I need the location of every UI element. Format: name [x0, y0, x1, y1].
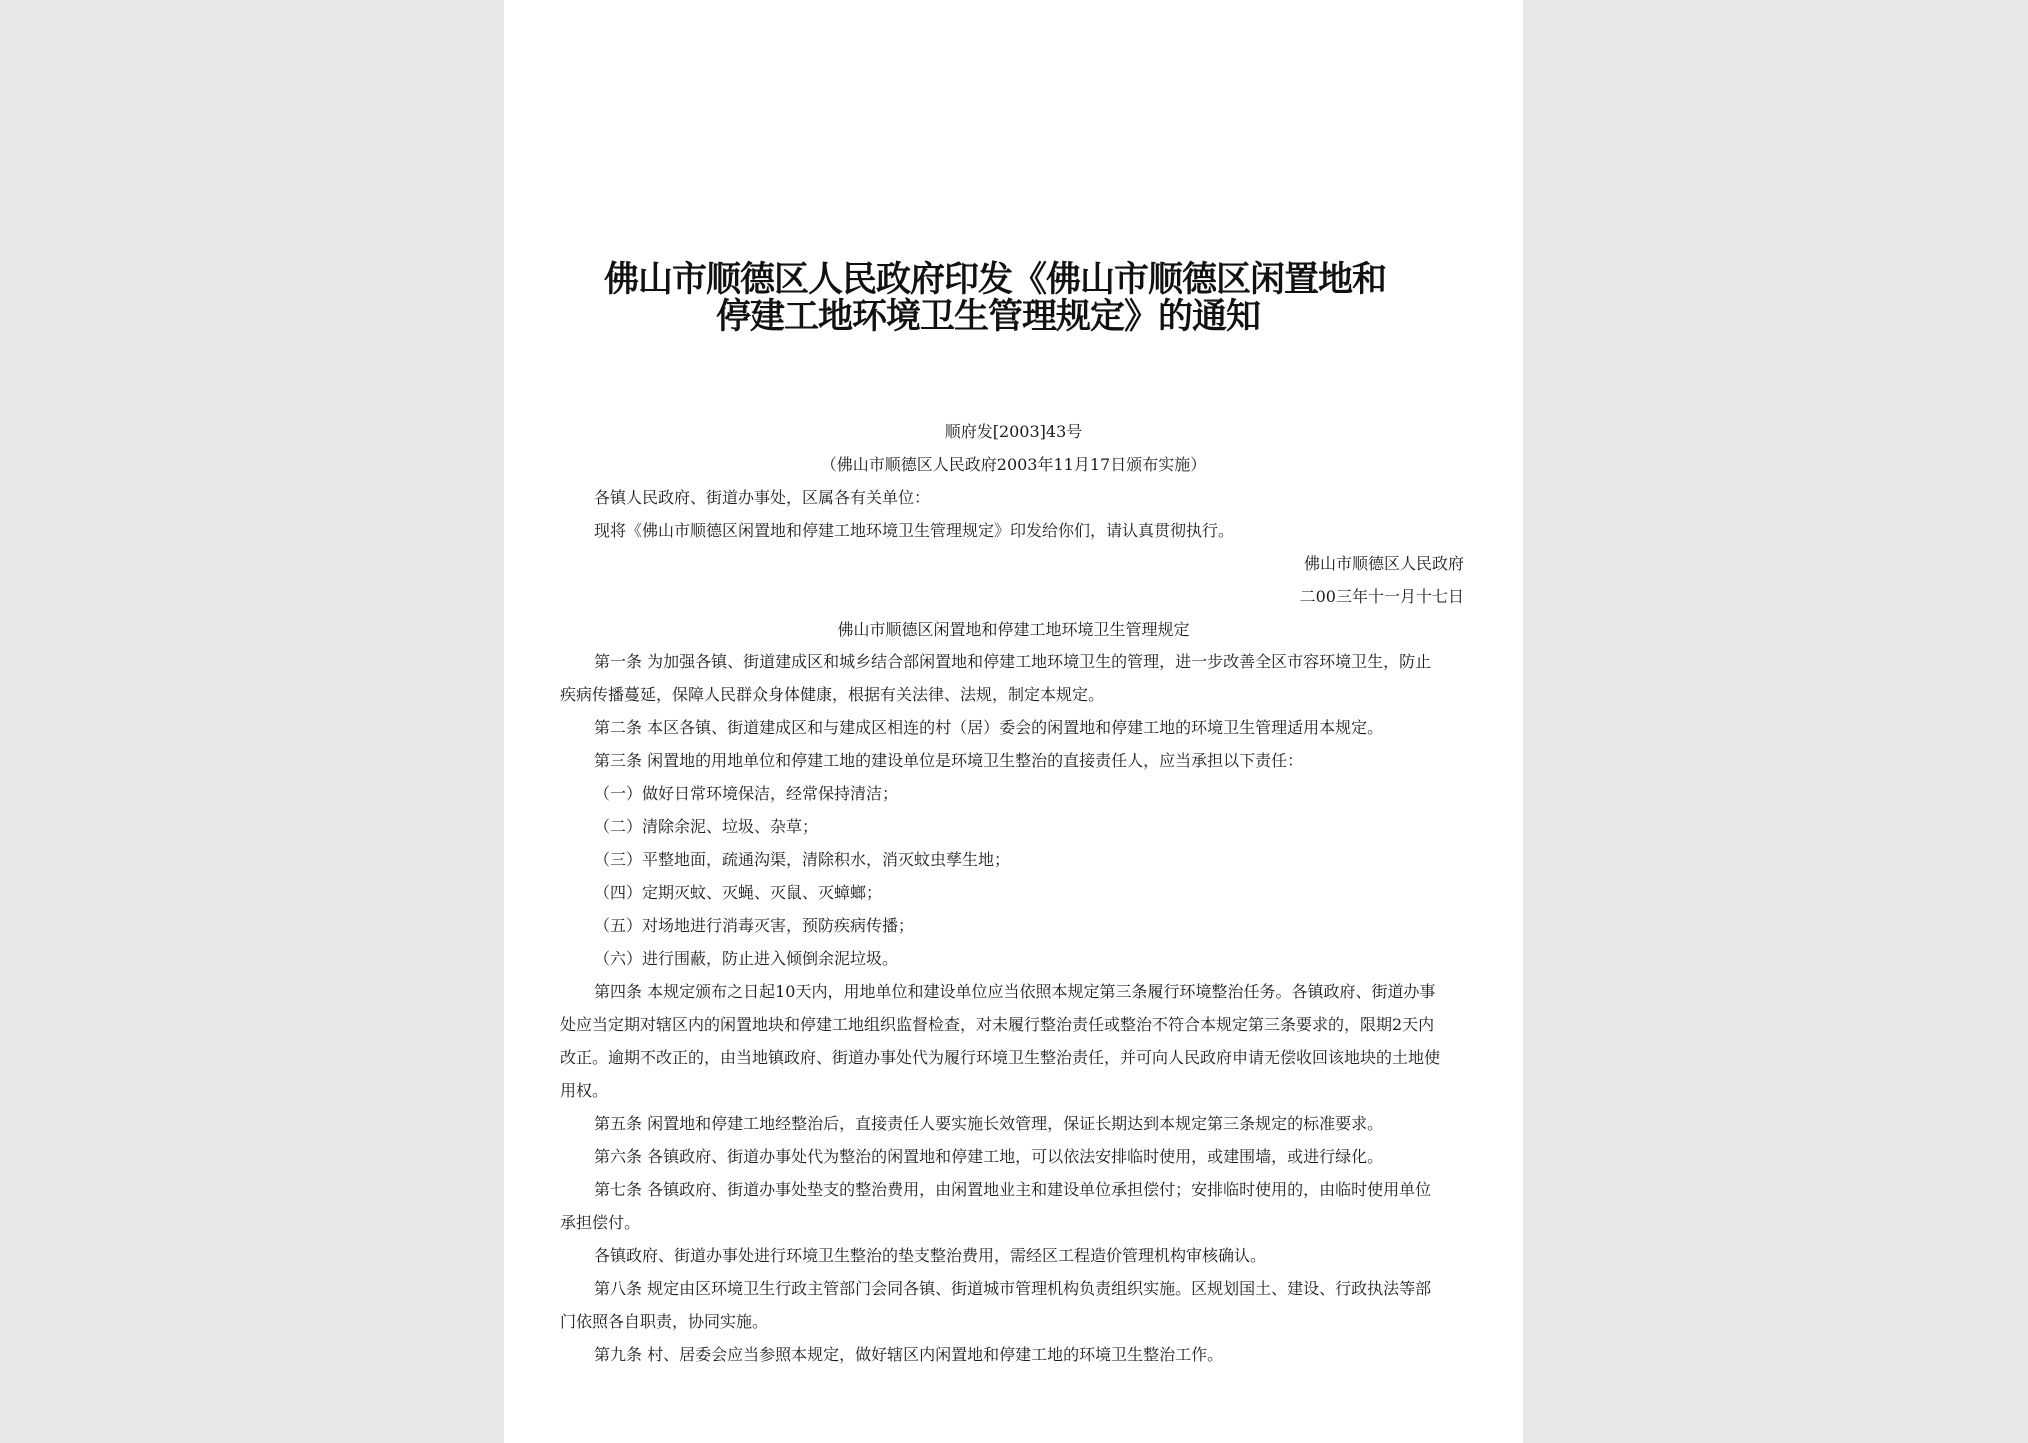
article-5: 第五条 闲置地和停建工地经整治后，直接责任人要实施长效管理，保证长期达到本规定第三条规定的标准要求。: [594, 1114, 1384, 1133]
article-3-item-2: （二）清除余泥、垃圾、杂草；: [594, 817, 819, 836]
article-4-line-4: 用权。: [560, 1081, 609, 1100]
article-3-item-1: （一）做好日常环境保洁，经常保持清洁；: [594, 784, 899, 803]
recipients-line: 各镇人民政府、街道办事处，区属各有关单位：: [594, 488, 931, 507]
title-line-1: 佛山市顺德区人民政府印发《佛山市顺德区闲置地和: [604, 260, 1387, 300]
article-3-item-6: （六）进行围蔽，防止进入倾倒余泥垃圾。: [594, 949, 899, 968]
article-1-line-1: 第一条 为加强各镇、街道建成区和城乡结合部闲置地和停建工地环境卫生的管理，进一步改善全区市容环境卫生，防止: [594, 652, 1432, 671]
article-9: 第九条 村、居委会应当参照本规定，做好辖区内闲置地和停建工地的环境卫生整治工作。: [594, 1345, 1224, 1364]
notice-body: 现将《佛山市顺德区闲置地和停建工地环境卫生管理规定》印发给你们，请认真贯彻执行。: [594, 521, 1235, 540]
article-8-line-2: 门依照各自职责，协同实施。: [560, 1312, 769, 1331]
article-3: 第三条 闲置地的用地单位和停建工地的建设单位是环境卫生整治的直接责任人，应当承担以下责任：: [594, 751, 1304, 770]
article-6: 第六条 各镇政府、街道办事处代为整治的闲置地和停建工地，可以依法安排临时使用，或建围墙，或进行绿化。: [594, 1147, 1384, 1166]
regulation-title: 佛山市顺德区闲置地和停建工地环境卫生管理规定: [837, 620, 1190, 639]
article-4-line-2: 处应当定期对辖区内的闲置地块和停建工地组织监督检查，对未履行整治责任或整治不符合本规定第三条要求的，限期2天内: [560, 1015, 1435, 1034]
article-4-line-1: 第四条 本规定颁布之日起10天内，用地单位和建设单位应当依照本规定第三条履行环境整治任务。各镇政府、街道办事: [594, 982, 1436, 1001]
signature-date: 二00三年十一月十七日: [1299, 587, 1464, 606]
article-7-line-1: 第七条 各镇政府、街道办事处垫支的整治费用，由闲置地业主和建设单位承担偿付；安排临时使用的，由临时使用单位: [594, 1180, 1432, 1199]
signature-line: 佛山市顺德区人民政府: [1303, 554, 1464, 573]
article-7-line-2: 承担偿付。: [560, 1213, 641, 1232]
article-3-item-4: （四）定期灭蚊、灭蝇、灭鼠、灭蟑螂；: [594, 883, 883, 902]
title-line-2: 停建工地环境卫生管理规定》的通知: [716, 297, 1261, 337]
issue-note: （佛山市顺德区人民政府2003年11月17日颁布实施）: [820, 455, 1207, 474]
document-page: [504, 0, 1523, 1443]
article-4-line-3: 改正。逾期不改正的，由当地镇政府、街道办事处代为履行环境卫生整治责任，并可向人民政府申请无偿收回该地块的土地使: [560, 1048, 1441, 1067]
article-8-line-1: 第八条 规定由区环境卫生行政主管部门会同各镇、街道城市管理机构负责组织实施。区规划国土、建设、行政执法等部: [594, 1279, 1432, 1298]
article-7-paragraph-2: 各镇政府、街道办事处进行环境卫生整治的垫支整治费用，需经区工程造价管理机构审核确认。: [594, 1246, 1267, 1265]
article-3-item-3: （三）平整地面，疏通沟渠，清除积水，消灭蚊虫孳生地；: [594, 850, 1011, 869]
article-2: 第二条 本区各镇、街道建成区和与建成区相连的村（居）委会的闲置地和停建工地的环境卫生管理适用本规定。: [594, 718, 1384, 737]
document-number: 顺府发[2003]43号: [944, 422, 1083, 441]
article-1-line-2: 疾病传播蔓延，保障人民群众身体健康，根据有关法律、法规，制定本规定。: [560, 685, 1105, 704]
article-3-item-5: （五）对场地进行消毒灭害，预防疾病传播；: [594, 916, 915, 935]
